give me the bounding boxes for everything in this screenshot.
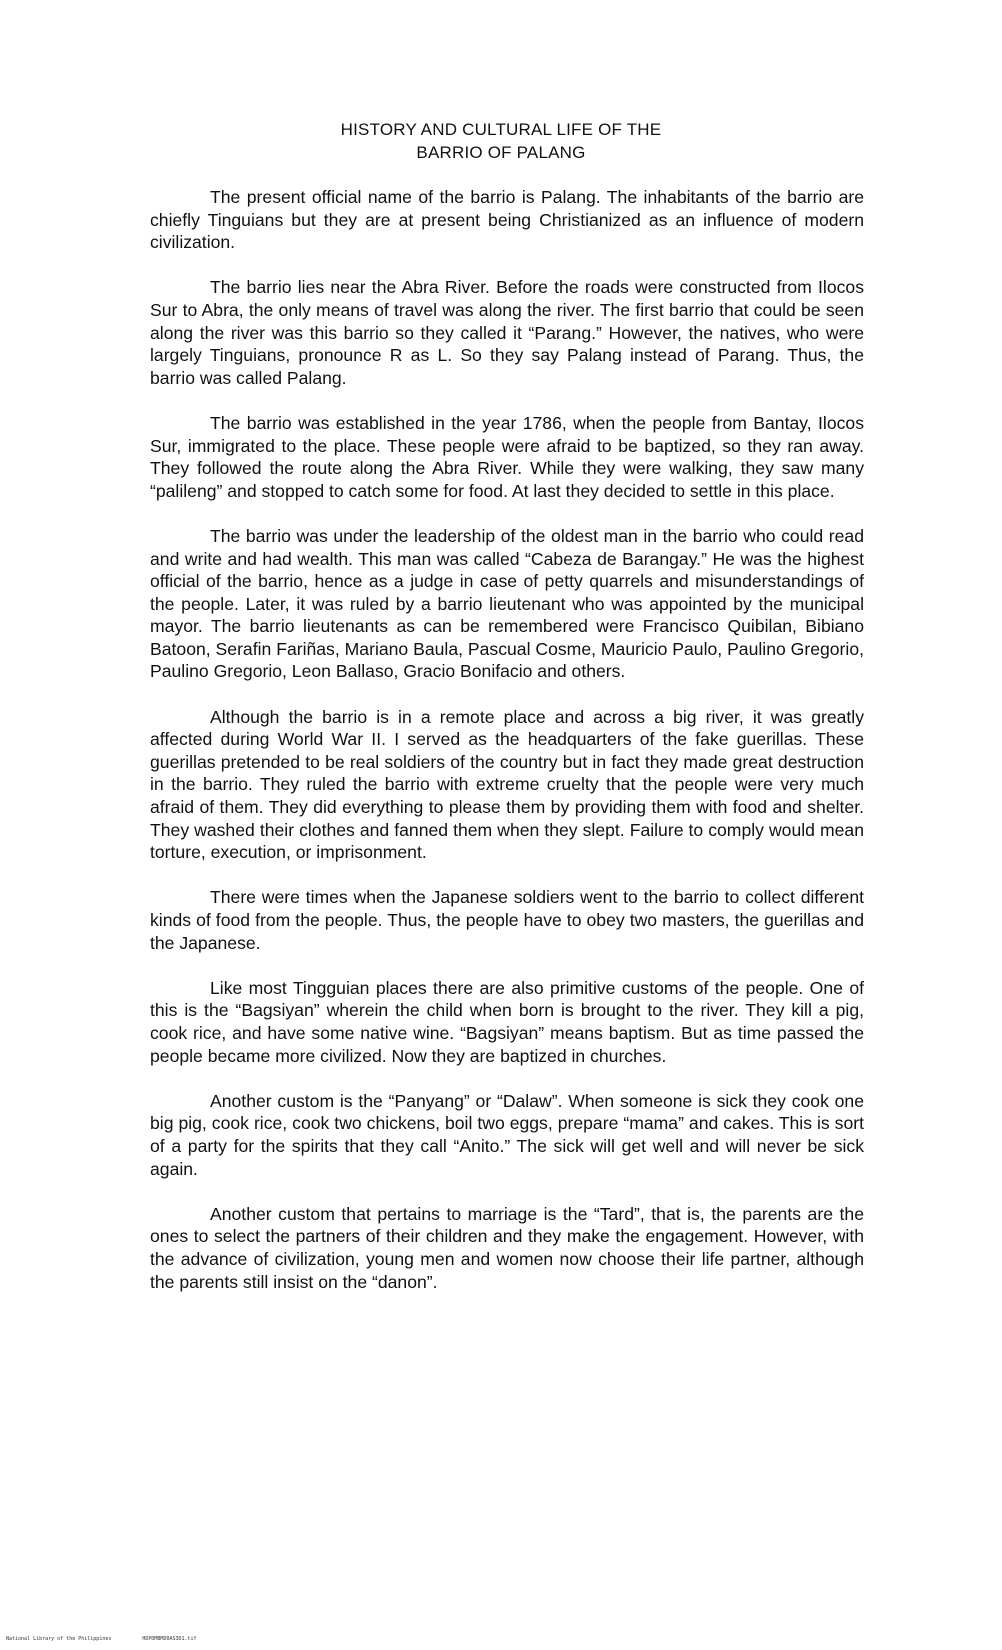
paragraph-official-name: The present official name of the barrio is Palang. The inhabitants of the barrio are chiefly Tinguians but they are at present being Christianized as an influence of modern civilization. (150, 187, 864, 253)
footer-code: HDPDMBMD0AS3D1.tif (142, 1636, 197, 1642)
paragraph-establishment: The barrio was established in the year 1786, when the people from Bantay, Ilocos Sur, immigrated to the place. These people were afraid to be baptized, so they ran away. They followed the route along the Abra River. While they were walking, they saw many “palileng” and stopped to catch some for food. At last they decided to settle in this place. (150, 412, 864, 501)
title-line-1: HISTORY AND CULTURAL LIFE OF THE (340, 120, 662, 139)
paragraph-japanese-soldiers: There were times when the Japanese soldiers went to the barrio to collect different kinds of food from the people. Thus, the people have to obey two masters, the guerillas and the Japanese. (150, 887, 864, 953)
footer-library: National Library of the Philippines (6, 1636, 112, 1642)
document-body (150, 186, 864, 1316)
paragraph-world-war-ii: Although the barrio is in a remote place and across a big river, it was greatly affected during World War II. I served as the headquarters of the fake guerillas. These guerillas pretended to be real soldiers of the country but in fact they made great destruction in the barrio. They ruled the barrio with extreme cruelty that the people were very much afraid of them. They did everything to please them by providing them with food and shelter. They washed their clothes and fanned them when they slept. Failure to comply would mean torture, execution, or imprisonment. (150, 706, 864, 863)
title-line-2: BARRIO OF PALANG (416, 143, 586, 162)
document-title (150, 118, 852, 164)
paragraph-leadership: The barrio was under the leadership of the oldest man in the barrio who could read and write and had wealth. This man was called “Cabeza de Barangay.” He was the highest official of the barrio, hence as a judge in case of petty quarrels and misunderstandings of the people. Later, it was ruled by a barrio lieutenant who was appointed by the municipal mayor. The barrio lieutenants as can be remembered were Francisco Quibilan, Bibiano Batoon, Serafin Fariñas, Mariano Baula, Pascual Cosme, Mauricio Paulo, Paulino Gregorio, Paulino Gregorio, Leon Ballaso, Gracio Bonifacio and others. (150, 525, 864, 682)
scan-footer (6, 1636, 225, 1642)
paragraph-bagsiyan-custom: Like most Tingguian places there are also primitive customs of the people. One of this is the “Bagsiyan” wherein the child when born is brought to the river. They kill a pig, cook rice, and have some native wine. “Bagsiyan” means baptism. But as time passed the people became more civilized. Now they are baptized in churches. (150, 977, 864, 1066)
paragraph-name-origin: The barrio lies near the Abra River. Before the roads were constructed from Ilocos Sur to Abra, the only means of travel was along the river. The first barrio that could be seen along the river was this barrio so they called it “Parang.” However, the natives, who were largely Tinguians, pronounce R as L. So they say Palang instead of Parang. Thus, the barrio was called Palang. (150, 277, 864, 388)
paragraph-panyang-custom: Another custom is the “Panyang” or “Dalaw”. When someone is sick they cook one big pig, cook rice, cook two chickens, boil two eggs, prepare “mama” and cakes. This is sort of a party for the spirits that they call “Anito.” The sick will get well and will never be sick again. (150, 1090, 864, 1179)
paragraph-marriage-custom: Another custom that pertains to marriage is the “Tard”, that is, the parents are the ones to select the partners of their children and they make the engagement. However, with the advance of civilization, young men and women now choose their life partner, although the parents still insist on the “danon”. (150, 1203, 864, 1292)
